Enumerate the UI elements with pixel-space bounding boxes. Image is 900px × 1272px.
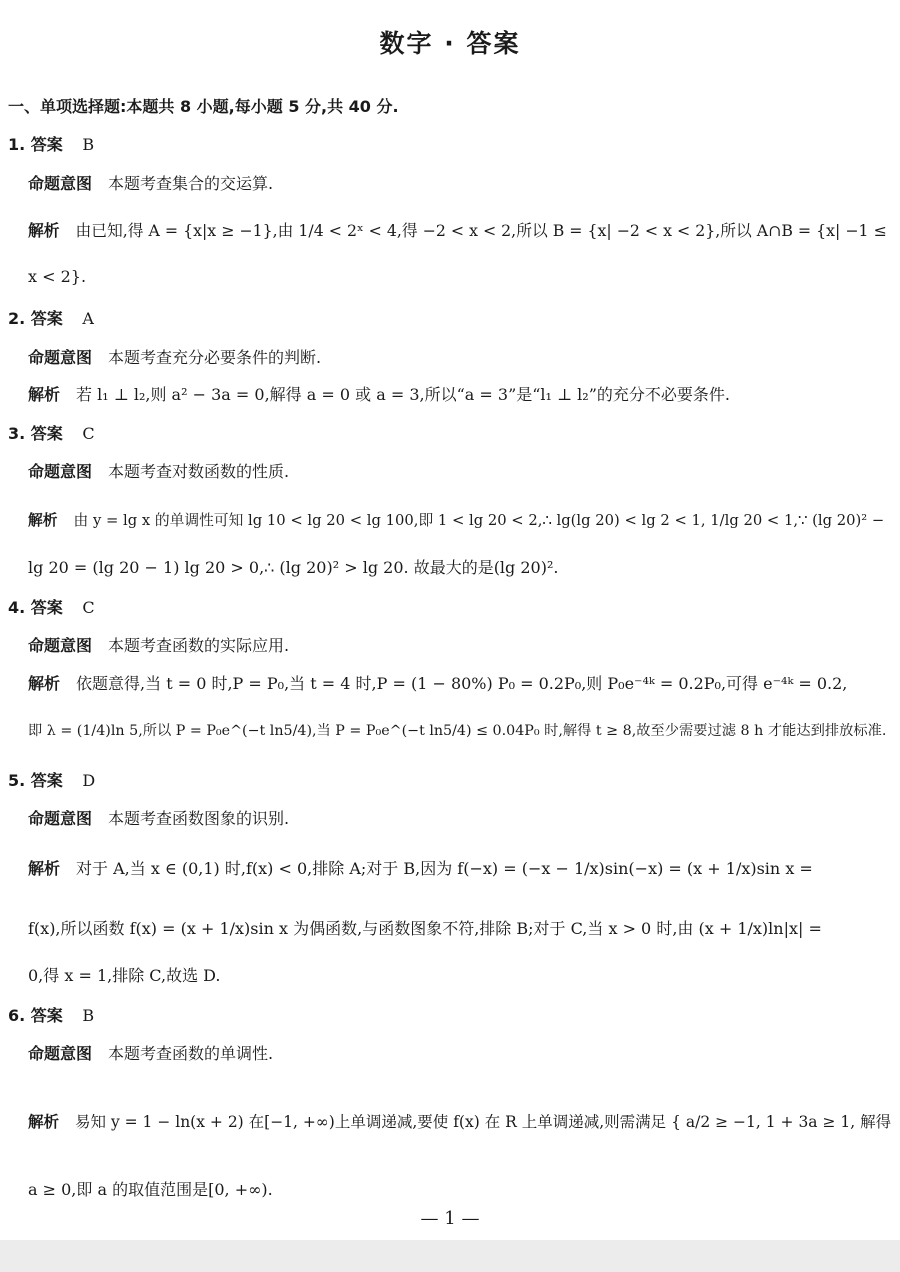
- question-2-answer-line: [8, 308, 94, 330]
- question-5-intent: [28, 808, 289, 830]
- question-3-analysis: [28, 510, 884, 532]
- question-2-analysis: [28, 384, 730, 406]
- intent-text: 本题考查集合的交运算.: [108, 174, 274, 193]
- question-6-answer-line: [8, 1005, 94, 1027]
- answer-value: B: [82, 135, 95, 154]
- question-3-intent: [28, 461, 289, 483]
- analysis-label: 解析: [28, 1113, 60, 1131]
- answer-value: C: [82, 598, 95, 617]
- analysis-text: 由 y = lg x 的单调性可知 lg 10 < lg 20 < lg 100,即 1 < lg 20 < 2,∴ lg(lg 20) < lg 2 < 1, 1/lg 20 < 1,∵ (lg 20)² −: [73, 512, 885, 529]
- intent-text: 本题考查对数函数的性质.: [108, 462, 290, 481]
- question-3-answer-line: [8, 423, 95, 445]
- question-number: 4.: [8, 598, 26, 617]
- intent-text: 本题考查充分必要条件的判断.: [108, 348, 322, 367]
- analysis-continuation: lg 20 = (lg 20 − 1) lg 20 > 0,∴ (lg 20)² > lg 20. 故最大的是(lg 20)².: [28, 558, 559, 577]
- page-title: 数字 · 答案: [379, 29, 521, 58]
- analysis-label: 解析: [28, 512, 58, 529]
- question-5-answer-line: [8, 770, 95, 792]
- analysis-label: 解析: [28, 385, 61, 404]
- section-heading: 一、单项选择题:本题共 8 小题,每小题 5 分,共 40 分.: [8, 97, 399, 116]
- question-1-analysis: [28, 220, 887, 242]
- question-1-answer-line: [8, 134, 94, 156]
- analysis-continuation: f(x),所以函数 f(x) = (x + 1/x)sin x 为偶函数,与函数图象不符,排除 B;对于 C,当 x > 0 时,由 (x + 1/x)ln|x| =: [28, 919, 822, 938]
- intent-text: 本题考查函数的实际应用.: [108, 636, 290, 655]
- answer-label: 答案: [30, 771, 63, 790]
- analysis-text: 由已知,得 A = {x|x ≥ −1},由 1/4 < 2ˣ < 4,得 −2 < x < 2,所以 B = {x| −2 < x < 2},所以 A∩B = {x| −1 ≤: [75, 221, 887, 240]
- answer-label: 答案: [30, 1006, 63, 1025]
- question-number: 3.: [8, 424, 26, 443]
- answer-value: B: [82, 1006, 95, 1025]
- question-4-intent: [28, 635, 289, 657]
- analysis-label: 解析: [28, 674, 61, 693]
- intent-label: 命题意图: [28, 636, 93, 655]
- question-4-analysis: [28, 673, 847, 695]
- analysis-continuation: x < 2}.: [28, 267, 87, 286]
- question-1-intent: [28, 173, 273, 195]
- question-5-analysis: [28, 858, 813, 880]
- question-number: 6.: [8, 1006, 26, 1025]
- question-6-analysis: [28, 1111, 891, 1133]
- question-number: 1.: [8, 135, 26, 154]
- analysis-label: 解析: [28, 859, 61, 878]
- intent-label: 命题意图: [28, 348, 93, 367]
- intent-label: 命题意图: [28, 1044, 93, 1063]
- answer-value: C: [82, 424, 95, 443]
- page-bottom-margin: [0, 1240, 900, 1272]
- intent-label: 命题意图: [28, 462, 93, 481]
- intent-label: 命题意图: [28, 809, 93, 828]
- analysis-continuation: a ≥ 0,即 a 的取值范围是[0, +∞).: [28, 1180, 273, 1199]
- question-number: 2.: [8, 309, 26, 328]
- analysis-text: 依题意得,当 t = 0 时,P = P₀,当 t = 4 时,P = (1 − 80%) P₀ = 0.2P₀,则 P₀e⁻⁴ᵏ = 0.2P₀,可得 e⁻⁴ᵏ = 0.2,: [76, 674, 848, 693]
- analysis-text: 易知 y = 1 − ln(x + 2) 在[−1, +∞)上单调递减,要使 f(x) 在 R 上单调递减,则需满足 { a/2 ≥ −1, 1 + 3a ≥ 1, 解得: [75, 1113, 892, 1131]
- answer-value: A: [82, 309, 94, 328]
- analysis-continuation: 即 λ = (1/4)ln 5,所以 P = P₀e^(−t ln5/4),当 P = P₀e^(−t ln5/4) ≤ 0.04P₀ 时,解得 t ≥ 8,故至少需要过滤 8 h 才能达到排放标准.: [28, 723, 887, 739]
- intent-text: 本题考查函数的单调性.: [108, 1044, 274, 1063]
- answer-label: 答案: [30, 424, 63, 443]
- page-number: — 1 —: [420, 1208, 480, 1229]
- intent-text: 本题考查函数图象的识别.: [108, 809, 290, 828]
- question-6-intent: [28, 1043, 273, 1065]
- analysis-continuation: 0,得 x = 1,排除 C,故选 D.: [28, 966, 221, 985]
- question-4-answer-line: [8, 597, 95, 619]
- analysis-text: 若 l₁ ⊥ l₂,则 a² − 3a = 0,解得 a = 0 或 a = 3,所以“a = 3”是“l₁ ⊥ l₂”的充分不必要条件.: [76, 385, 730, 404]
- question-2-intent: [28, 347, 321, 369]
- answer-label: 答案: [30, 309, 63, 328]
- analysis-text: 对于 A,当 x ∈ (0,1) 时,f(x) < 0,排除 A;对于 B,因为 f(−x) = (−x − 1/x)sin(−x) = (x + 1/x)sin x =: [76, 859, 813, 878]
- answer-label: 答案: [30, 135, 63, 154]
- analysis-label: 解析: [28, 221, 60, 240]
- question-number: 5.: [8, 771, 26, 790]
- intent-label: 命题意图: [28, 174, 93, 193]
- answer-value: D: [82, 771, 96, 790]
- answer-label: 答案: [30, 598, 63, 617]
